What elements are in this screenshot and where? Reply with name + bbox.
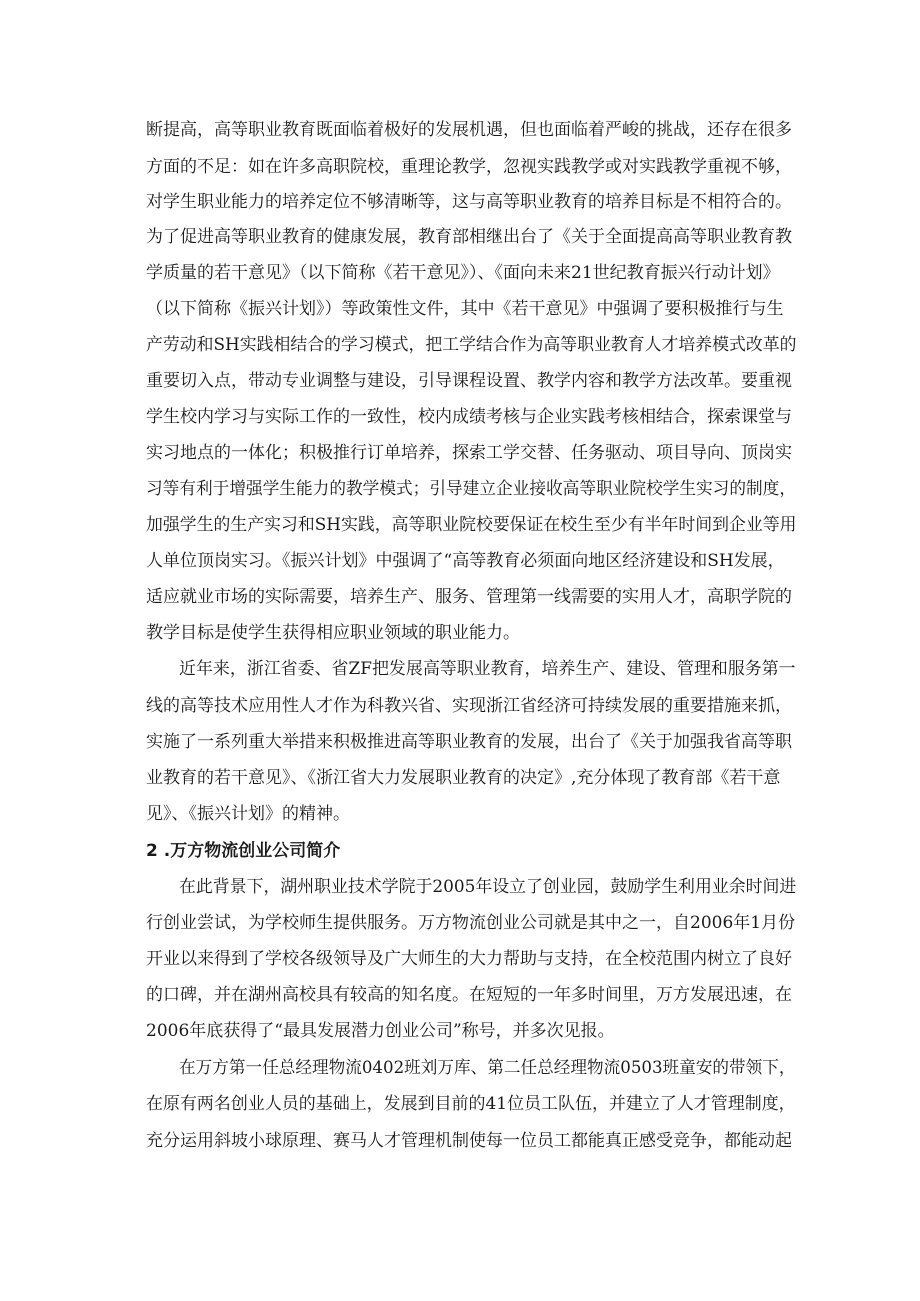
- text-line: 近年来，浙江省委、省ZF把发展高等职业教育，培养生产、建设、管理和服务第一: [179, 659, 796, 679]
- text-line: 在此背景下，湖州职业技术学院于2005年设立了创业园，鼓励学生利用业余时间进: [179, 877, 797, 897]
- text-line: 学质量的若干意见》（以下简称《若干意见》）、《面向未来21世纪教育振兴行动计划》: [146, 263, 780, 283]
- text-line: 对学生职业能力的培养定位不够清晰等，这与高等职业教育的培养目标是不相符合的。: [146, 192, 792, 212]
- text-line: 实施了一系列重大举措来积极推进高等职业教育的发展，出台了《关于加强我省高等职: [146, 732, 792, 752]
- text-line: 适应就业市场的实际需要，培养生产、服务、管理第一线需要的实用人才，高职学院的: [146, 587, 792, 607]
- text-line: 业教育的若干意见》、《浙江省大力发展职业教育的决定》,充分体现了教育部《若干意: [146, 768, 781, 788]
- text-line: 教学目标是使学生获得相应职业领域的职业能力。: [146, 623, 520, 643]
- text-line: 人单位顶岗实习。《振兴计划》中强调了“高等教育必须面向地区经济建设和SH发展，: [146, 551, 785, 571]
- text-line: 线的高等技术应用性人才作为科教兴省、实现浙江省经济可持续发展的重要措施来抓，: [146, 696, 792, 716]
- text-line: 开业以来得到了学校各级领导及广大师生的大力帮助与支持，在全校范围内树立了良好: [146, 949, 792, 969]
- text-line: 方面的不足：如在许多高职院校，重理论教学，忽视实践教学或对实践教学重视不够，: [146, 157, 792, 177]
- text-line: 习等有利于增强学生能力的教学模式；引导建立企业接收高等职业院校学生实习的制度，: [146, 479, 797, 499]
- text-line: 在原有两名创业人员的基础上，发展到目前的41位员工队伍，并建立了人才管理制度，: [146, 1094, 796, 1114]
- text-line: 学生校内学习与实际工作的一致性，校内成绩考核与企业实践考核相结合，探索课堂与: [146, 407, 792, 427]
- text-line: （以下简称《振兴计划》）等政策性文件，其中《若干意见》中强调了要积极推行与生: [146, 299, 784, 319]
- text-line: 行创业尝试，为学校师生提供服务。万方物流创业公司就是其中之一，自2006年1月份: [146, 913, 796, 933]
- text-line: 充分运用斜坡小球原理、赛马人才管理机制使每一位员工都能真正感受竞争，都能动起: [146, 1131, 792, 1151]
- text-line: 为了促进高等职业教育的健康发展，教育部相继出台了《关于全面提高高等职业教育教: [146, 227, 792, 247]
- text-line: 2006年底获得了“最具发展潜力创业公司”称号，并多次见报。: [146, 1021, 615, 1041]
- text-line: 实习地点的一体化；积极推行订单培养，探索工学交替、任务驱动、项目导向、顶岗实: [146, 443, 792, 463]
- text-line: 重要切入点，带动专业调整与建设，引导课程设置、教学内容和教学方法改革。要重视: [146, 371, 792, 391]
- text-line: 断提高，高等职业教育既面临着极好的发展机遇，但也面临着严峻的挑战，还存在很多: [146, 120, 792, 140]
- text-line: 见》、《振兴计划》的精神。: [146, 804, 350, 824]
- text-line: 在万方第一任总经理物流0402班刘万库、第二任总经理物流0503班童安的带领下，: [179, 1058, 796, 1078]
- text-line: 产劳动和SH实践相结合的学习模式，把工学结合作为高等职业教育人才培养模式改革的: [146, 335, 797, 355]
- text-line: 的口碑，并在湖州高校具有较高的知名度。在短短的一年多时间里，万方发展迅速，在: [146, 985, 792, 1005]
- text-line: 加强学生的生产实习和SH实践，高等职业院校要保证在校生至少有半年时间到企业等用: [146, 515, 797, 535]
- section-heading: 2 .万方物流创业公司简介: [146, 841, 341, 861]
